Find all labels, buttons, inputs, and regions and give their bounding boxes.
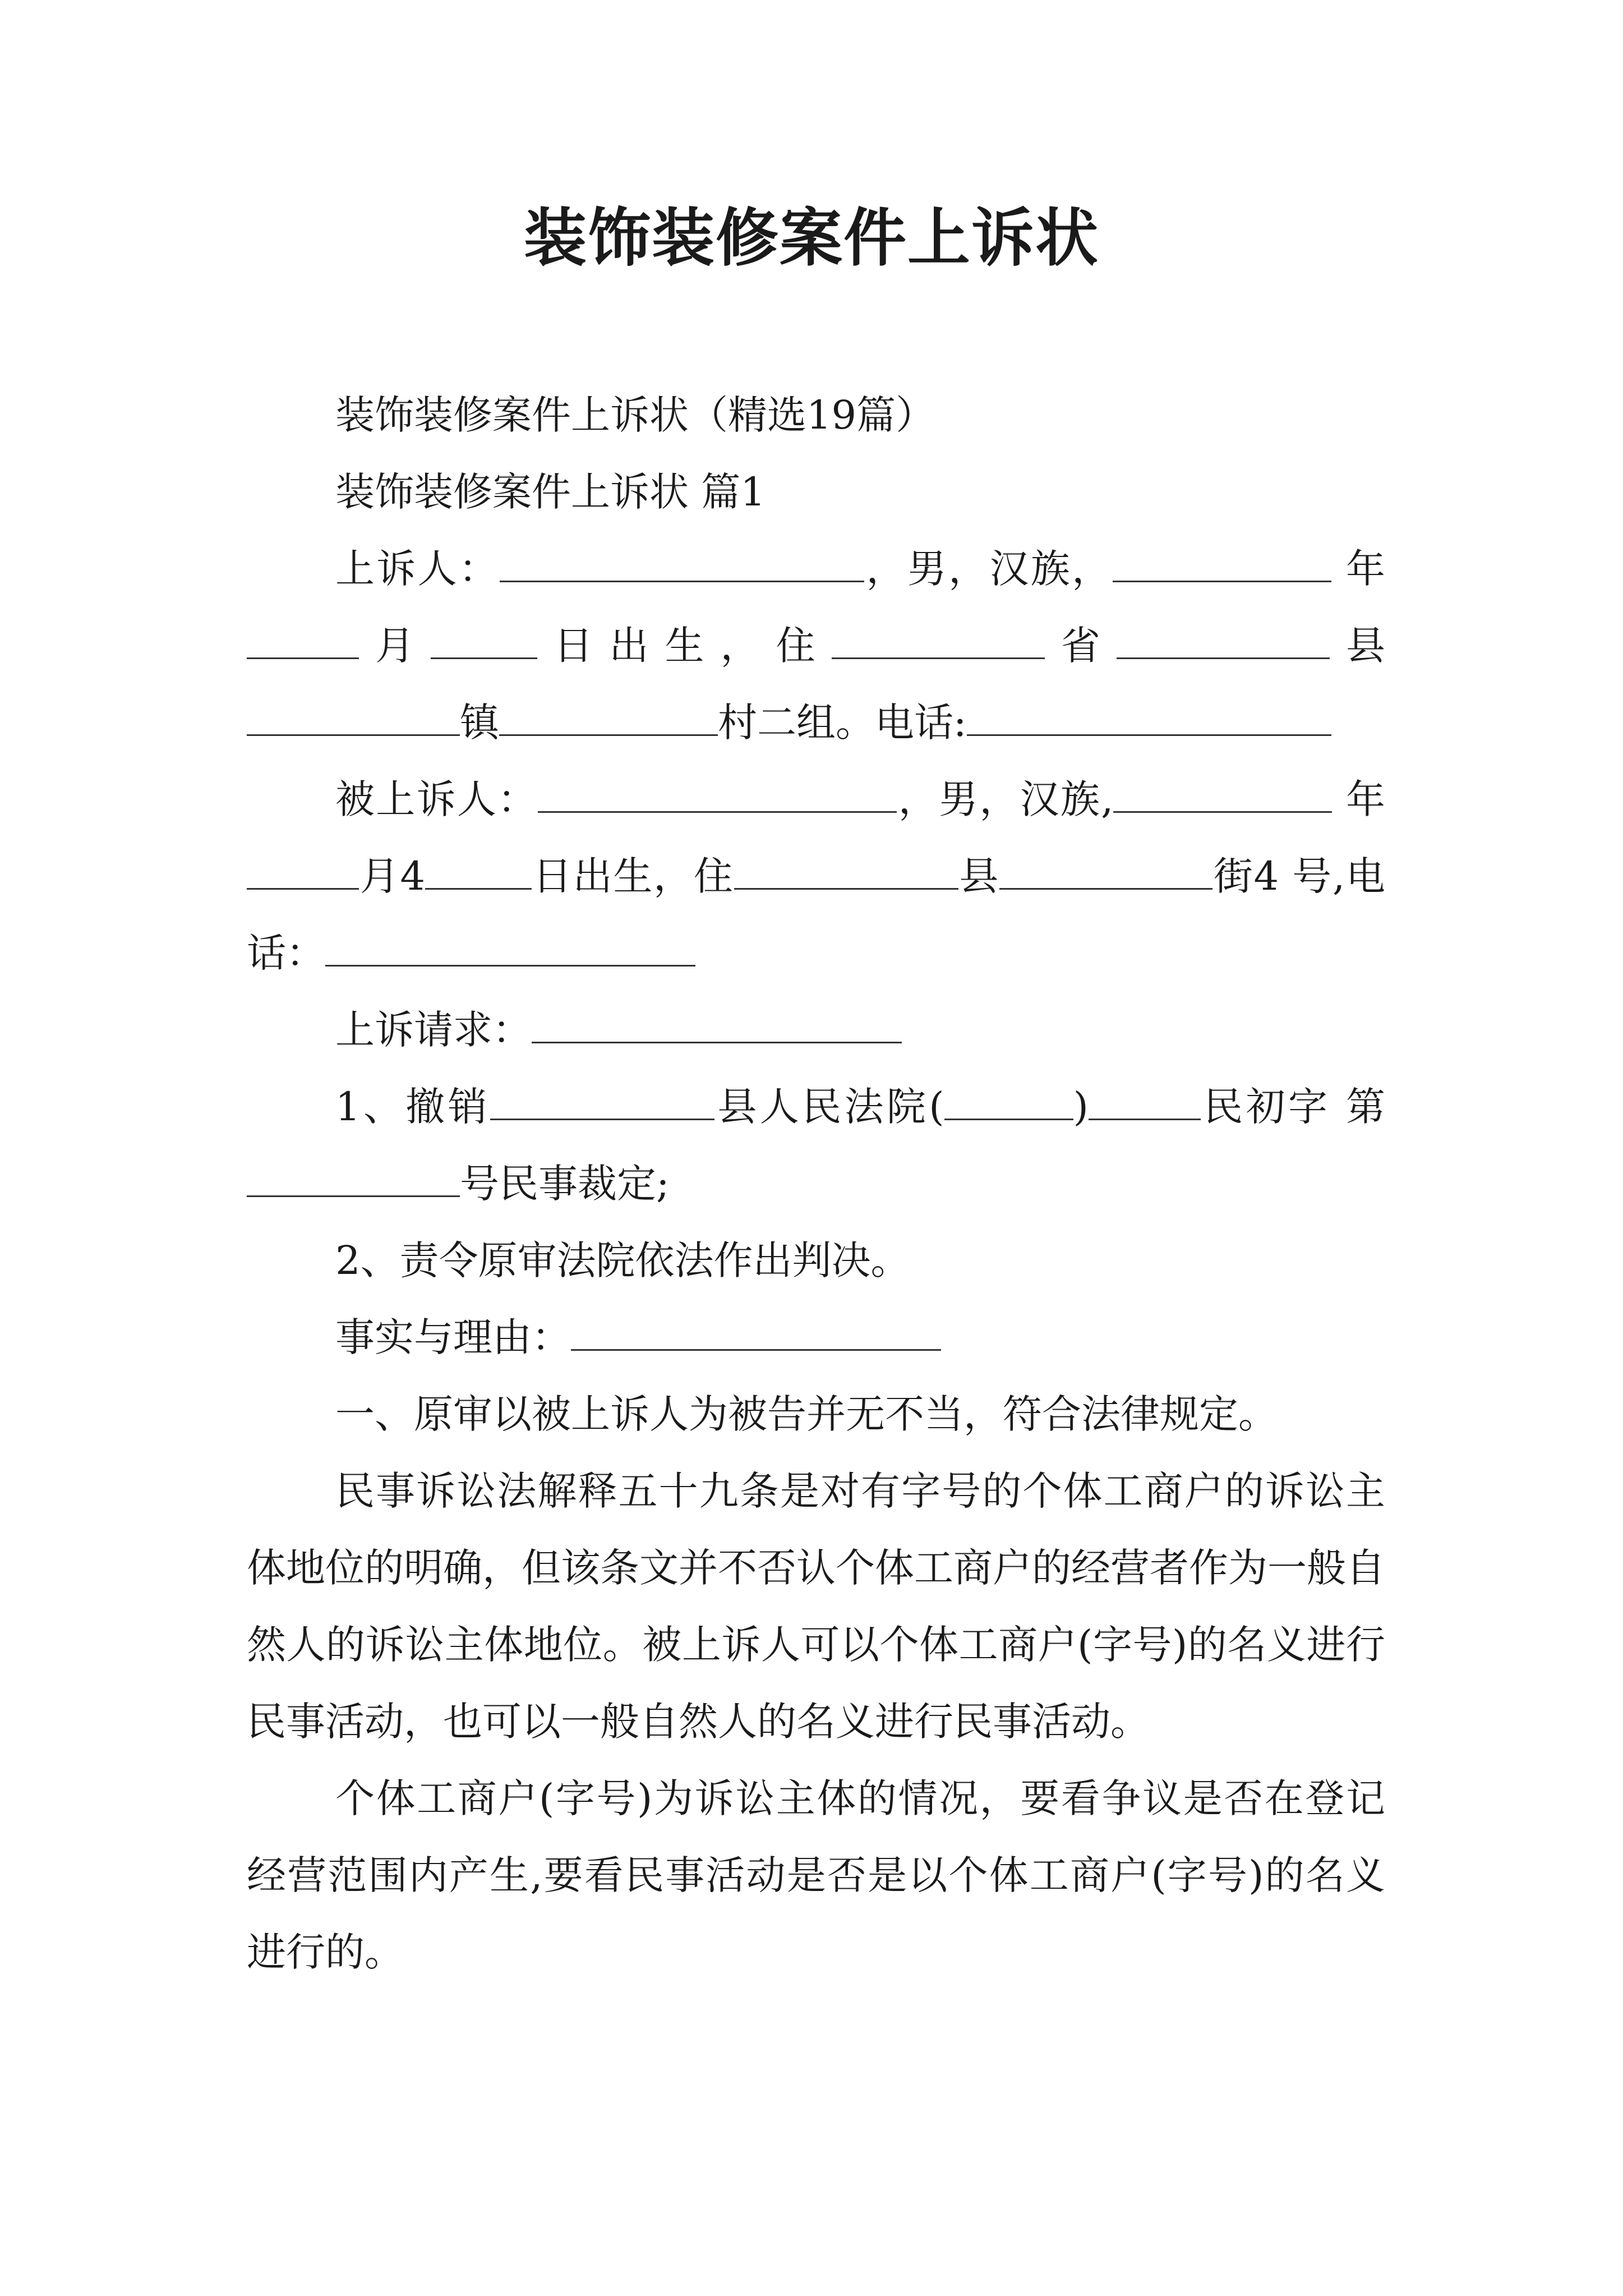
- year-label: 年: [1346, 546, 1385, 592]
- village-phone-label: 村二组。电话:: [718, 700, 967, 746]
- year-label: 年: [1346, 776, 1385, 822]
- month-label: 月: [359, 623, 431, 669]
- claim-1-paren: ): [1073, 1084, 1089, 1130]
- blank-field: [1113, 763, 1332, 813]
- blank-field: [247, 686, 460, 736]
- appellant-gender: ，男，汉族，: [864, 546, 1113, 592]
- claims-heading: [247, 992, 1385, 1069]
- blank-field: [734, 840, 958, 890]
- phone-label: 号,电话：: [247, 853, 1386, 976]
- blank-field: [247, 1147, 460, 1197]
- appellee-info: [247, 761, 1385, 992]
- appellant-info: [247, 531, 1385, 761]
- claim-item-1: [247, 1069, 1385, 1222]
- blank-field: [532, 993, 902, 1043]
- blank-field: [967, 686, 1331, 736]
- facts-label: 事实与理由：: [335, 1314, 571, 1360]
- facts-heading: [247, 1299, 1385, 1376]
- street-label: 街4: [1212, 853, 1279, 899]
- intro-line: 装饰装修案件上诉状（精选19篇）: [335, 392, 935, 438]
- claim-1-court: 县人民法院(: [714, 1084, 944, 1130]
- appellant-label: 上诉人：: [335, 546, 500, 592]
- blank-field: [999, 840, 1212, 890]
- appellee-label: 被上诉人：: [335, 776, 538, 822]
- blank-field: [1089, 1070, 1201, 1120]
- blank-field: [500, 532, 864, 582]
- blank-field: [832, 609, 1045, 659]
- county-label: 县: [958, 853, 1000, 899]
- claim-1-number-prefix: 第: [1346, 1084, 1385, 1130]
- appellee-gender: ，男，汉族,: [897, 776, 1114, 822]
- blank-field: [1117, 609, 1330, 659]
- paragraph-2: 民事诉讼法解释五十九条是对有字号的个体工商户的诉讼主体地位的明确，但该条文并不否认个体工商户的经营者作为一般自然人的诉讼主体地位。被上诉人可以个体工商户(字号)的名义进行民事活动，也可以一般自然人的名义进行民事活动。: [247, 1468, 1385, 1745]
- month-label: 月4: [359, 853, 426, 899]
- claim-1-ruling: 号民事裁定;: [460, 1161, 670, 1207]
- blank-field: [571, 1301, 941, 1351]
- province-label: 省: [1044, 623, 1117, 669]
- blank-field: [490, 1070, 714, 1120]
- county-label: 县: [1329, 623, 1386, 669]
- blank-field: [1113, 532, 1331, 582]
- blank-field: [538, 763, 897, 813]
- blank-field: [325, 917, 695, 967]
- claim-1-revoke: 1、撤销: [335, 1084, 491, 1130]
- town-label: 镇: [460, 700, 499, 746]
- blank-field: [431, 609, 537, 659]
- born-live-label: 日出生，住: [532, 853, 734, 899]
- blank-field: [499, 686, 718, 736]
- blank-field: [247, 840, 359, 890]
- born-live-label: 日出生，住: [537, 623, 832, 669]
- claim-1-civil: 民初字: [1200, 1084, 1331, 1130]
- document-body: [247, 377, 1385, 1991]
- blank-field: [944, 1070, 1073, 1120]
- blank-field: [247, 609, 359, 659]
- subtitle-line: 装饰装修案件上诉状 篇1: [335, 469, 766, 515]
- paragraph-3: 个体工商户(字号)为诉讼主体的情况，要看争议是否在登记经营范围内产生,要看民事活动是否是以个体工商户(字号)的名义进行的。: [247, 1775, 1385, 1975]
- paragraph-1: 一、原审以被上诉人为被告并无不当，符合法律规定。: [335, 1391, 1278, 1437]
- claim-item-2: 2、责令原审法院依法作出判决。: [335, 1237, 910, 1283]
- blank-field: [425, 840, 532, 890]
- document-title: 装饰装修案件上诉状: [524, 201, 1099, 275]
- claims-label: 上诉请求：: [335, 1007, 532, 1053]
